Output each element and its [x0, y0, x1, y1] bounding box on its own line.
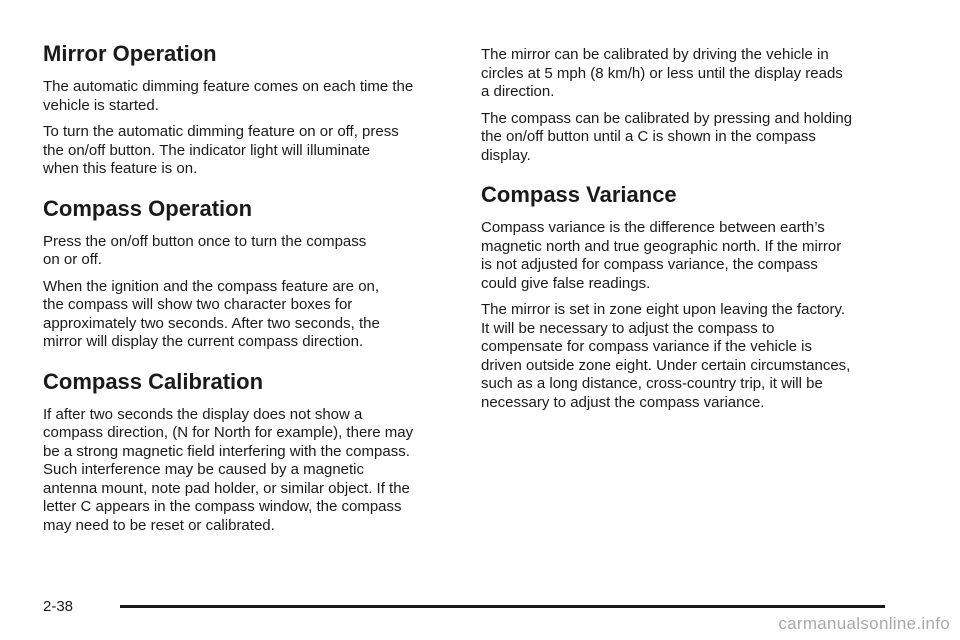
heading-compass-variance: Compass Variance: [481, 182, 677, 207]
section-compass-operation: [43, 195, 451, 352]
heading-mirror-operation: Mirror Operation: [43, 41, 217, 66]
watermark: carmanualsonline.info: [778, 614, 950, 633]
paragraph: The automatic dimming feature comes on each time the vehicle is started.: [43, 78, 414, 114]
right-column: [481, 46, 891, 420]
paragraph: When the ignition and the compass feature are on, the compass will show two character boxes for approximately two seconds. After two seconds, the mirror will display the current compass direction.: [43, 277, 380, 350]
paragraph: Press the on/off button once to turn the compass on or off.: [43, 232, 367, 268]
section-compass-variance: [481, 181, 891, 412]
heading-compass-calibration: Compass Calibration: [43, 368, 264, 394]
footer-rule: [120, 605, 885, 608]
paragraph: The mirror is set in zone eight upon leaving the factory. It will be necessary to adjust the compass to compensate for compass variance if the vehicle is driven outside zone eight. Under certain circumstances, such as a long distance, cross-country trip, it will be necessary to adjust the compass variance.: [481, 301, 851, 411]
section-compass-calibration: [43, 368, 451, 536]
paragraph: If after two seconds the display does not show a compass direction, (N for North for example), there may be a strong magnetic field interfering with the compass. Such interference may be caused by a magnetic antenna mount, note pad holder, or similar object. If the letter C appears in the compass window, the compass may need to be reset or calibrated.: [43, 405, 414, 534]
left-column: [43, 40, 451, 543]
section-calibration-continued: [481, 46, 891, 165]
heading-compass-operation: Compass Operation: [43, 195, 253, 221]
section-mirror-operation: [43, 40, 451, 179]
page-number: 2-38: [43, 598, 74, 615]
paragraph: Compass variance is the difference between earth’s magnetic north and true geographic north. If the mirror is not adjusted for compass variance, the compass could give false readings.: [481, 219, 842, 292]
paragraph: To turn the automatic dimming feature on or off, press the on/off button. The indicator light will illuminate when this feature is on.: [43, 123, 399, 177]
paragraph: The mirror can be calibrated by driving the vehicle in circles at 5 mph (8 km/h) or less until the display reads a direction.: [481, 46, 843, 100]
paragraph: The compass can be calibrated by pressing and holding the on/off button until a C is shown in the compass display.: [481, 109, 853, 164]
page-footer: [43, 598, 885, 618]
